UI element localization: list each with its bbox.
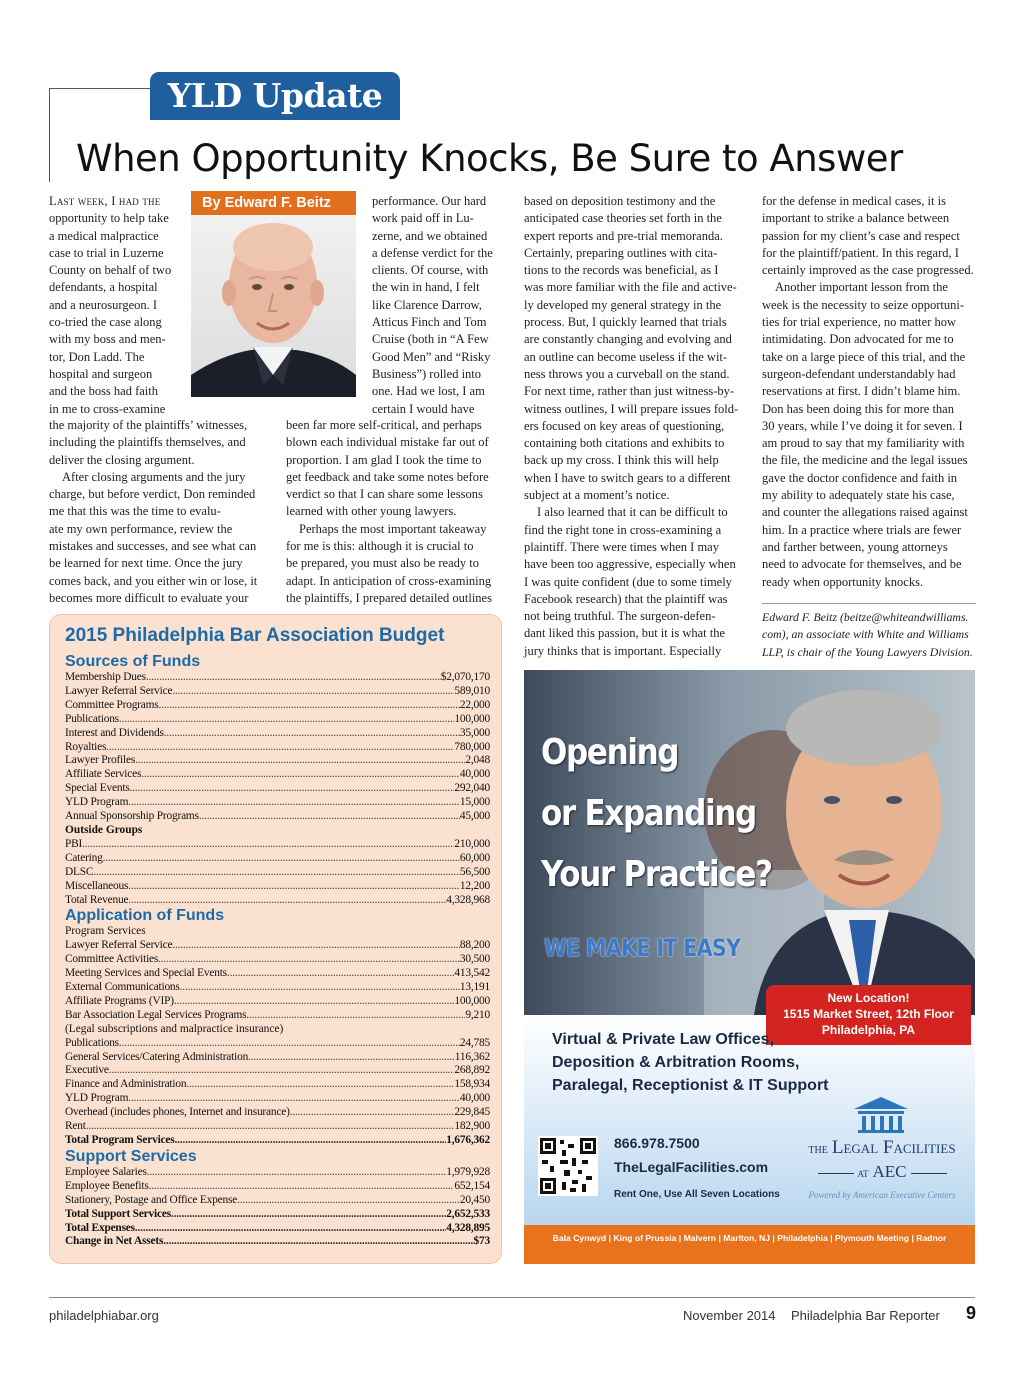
location-separator: | [770,1233,778,1243]
support-list [65,1166,490,1208]
article-line: After closing arguments and the jury [62,469,246,484]
header-rule-horizontal [49,88,152,89]
article-line: take on a large piece of this trial, and the [762,349,966,364]
budget-row-value: 30,500 [459,953,490,966]
budget-row-label: Bar Association Legal Services Programs [65,1008,247,1021]
budget-row-value: 9,210 [465,1008,490,1021]
article-line: back up my cross. I think this will help [524,453,719,468]
article-line: blown each individual mistake far out of [286,435,489,450]
article-line: in me to cross-examine [49,401,166,416]
ad-brand-aec [792,1162,972,1182]
ad-service-line: Paralegal, Receptionist & IT Support [552,1077,829,1094]
budget-row-label: Employee Benefits [65,1179,149,1192]
article-line: not being truthful. The surgeon-defen- [524,609,716,624]
budget-row-value: 2,652,533 [446,1207,490,1220]
budget-row-value: 56,500 [459,865,490,878]
footer-website[interactable]: philadelphiabar.org [49,1308,159,1323]
budget-row-label: Rent [65,1120,86,1133]
location-separator: | [909,1233,917,1243]
budget-row-value: 22,000 [459,698,490,711]
ad-locations-bar [524,1233,975,1243]
budget-row-label: Catering [65,851,103,864]
ad-location-line: New Location! [827,991,910,1005]
author-bio [762,609,976,661]
budget-row [65,1166,490,1180]
article-line: like Clarence Darrow, [372,297,482,312]
budget-row-value: 413,542 [454,967,490,980]
location-separator: | [606,1233,614,1243]
budget-row [65,768,490,782]
article-line: the majority of the plaintiffs’ witnesses, [49,418,248,432]
article-line: and farther between, young attorneys [762,539,948,554]
article-line: Atticus Finch and Tom [372,315,487,330]
article-line: and the boss had faith [49,384,159,399]
article-line: co-tried the case along [49,315,162,330]
application2-list [65,1037,490,1134]
budget-row [65,671,490,685]
article-line: zerne, and we obtained [372,228,488,243]
budget-row [65,995,490,1009]
budget-row [65,1051,490,1065]
footer-rule [49,1297,975,1298]
budget-row [65,685,490,699]
budget-row [65,880,490,894]
article-line: are constantly changing and evolving and [524,332,732,347]
budget-row [65,1078,490,1092]
article-line: certainly improved as the case progressed. [762,263,974,278]
budget-row-label: Employee Salaries [65,1165,147,1178]
budget-row [65,838,490,852]
article-line: subject at a moment’s notice. [524,488,670,503]
ad-powered: Powered by American Executive Centers [808,1190,956,1200]
outside-list [65,838,490,908]
ad-headline-line: Your Practice? [541,854,772,895]
article-headline: When Opportunity Knocks, Be Sure to Answer [76,137,903,180]
ad-brand-at: AT [857,1169,869,1179]
budget-row-value: 292,040 [454,782,490,795]
budget-row [65,796,490,810]
article-line: and a neurosurgeon. I [49,297,158,312]
budget-row [65,1106,490,1120]
budget-row-value: $73 [473,1235,490,1248]
section-banner: YLD Update [150,72,400,120]
budget-row-value: 24,785 [459,1036,490,1049]
budget-row [65,1208,490,1222]
author-byline: By Edward F. Beitz [191,191,356,215]
article-line: based on deposition testimony and the [524,194,716,208]
article-line: opportunity to help take [49,211,169,226]
lead-smallcaps: Last week, I had the [49,194,161,208]
article-line: ties for trial experience, no matter how [762,315,957,330]
ad-location-item: Malvern [683,1233,717,1243]
article-line: Good Men” and “Risky [372,349,491,364]
legal-facilities-ad[interactable] [524,670,975,1264]
budget-row-value: 35,000 [459,726,490,739]
ad-phone[interactable]: 866.978.7500 [614,1135,700,1151]
budget-row-value: 45,000 [459,810,490,823]
budget-row [65,866,490,880]
article-line: for me is this: although it is crucial to [286,539,474,554]
author-photo [191,215,356,397]
ad-tagline: WE MAKE IT EASY [544,934,741,962]
budget-row-label: Publications [65,712,119,725]
article-line: my ability to adequately state his case, [762,488,955,503]
article-line: ers focused on key areas of questioning, [524,418,725,433]
budget-row-value: 268,892 [454,1064,490,1077]
budget-row-label: Finance and Administration [65,1078,187,1091]
budget-row-label: Change in Net Assets [65,1235,164,1248]
article-line: work paid off in Lu- [372,211,474,226]
outside-groups-label: Outside Groups [65,823,143,836]
ad-brand-logo [792,1137,972,1159]
article-line: containing both citations and exhibits to [524,436,725,451]
article-lead [49,193,184,210]
article-line: dant liked this passion, but it is what the [524,626,726,641]
sources-heading: Sources of Funds [65,653,201,670]
article-line: mistakes and successes, and see what can [49,539,257,554]
article-line: him. In a practice where trials are fewer [762,522,962,537]
article-line: ness throws you a curveball on the stand. [524,366,730,381]
budget-row-value: 15,000 [459,796,490,809]
budget-row [65,810,490,824]
article-line: need to advocate for themselves, and be [762,557,962,572]
article-line: an outline can become useless if the wit- [524,349,728,364]
budget-row-label: Overhead (includes phones, Internet and insurance) [65,1106,290,1119]
article-line: ly developed my general strategy in the [524,297,722,312]
budget-row-label: Publications [65,1036,119,1049]
article-line: with my boss and men- [49,332,166,347]
article-line: find the right tone in cross-examining a [524,522,722,537]
budget-row [65,1222,490,1236]
article-line: the file, the medicine and the legal issues [762,453,968,468]
article-line: County on behalf of two [49,263,172,278]
article-line: the win in hand, I felt [372,280,480,295]
article-line: be prepared, you must also be ready to [286,556,479,571]
article-col1-body [49,417,264,607]
ad-headline-line: or Expanding [541,793,757,834]
article-line: process. But, I quickly learned that trials [524,315,727,330]
ad-location-item: King of Prussia [613,1233,677,1243]
budget-row-label: Affiliate Programs (VIP) [65,994,174,1007]
budget-row-label: Membership Dues [65,671,146,683]
budget-row-label: Miscellaneous [65,879,129,892]
budget-row-value: 20,450 [459,1193,490,1206]
article-line: when I have to switch gears to a different [524,470,731,485]
article-line: I was quite confident (due to some timely [524,574,732,589]
budget-row-value: $2,070,170 [440,671,490,683]
budget-row-label: Interest and Dividends [65,726,164,739]
budget-row-value: 100,000 [454,994,490,1007]
qr-code-icon[interactable] [538,1136,598,1196]
budget-row [65,699,490,713]
budget-row [65,1120,490,1134]
ad-location-item: Marlton, NJ [723,1233,771,1243]
budget-row-label: General Services/Catering Administration [65,1050,249,1063]
budget-row [65,1194,490,1208]
budget-row-value: 116,362 [454,1050,490,1063]
legal-note: (Legal subscriptions and malpractice insurance) [65,1022,284,1035]
article-line: clients. Of course, with [372,263,489,278]
article-line: a medical malpractice [49,228,159,243]
building-icon [850,1095,912,1133]
article-line: Business”) rolled into [372,366,482,381]
article-line: Perhaps the most important takeaway [299,521,487,536]
budget-row [65,1235,490,1249]
ad-location-item: Bala Cynwyd [552,1233,607,1243]
location-separator: | [676,1233,684,1243]
article-line: and counter the allegations raised against [762,505,968,520]
article-line: Cruise (both in “A Few [372,332,489,347]
page-number: 9 [966,1303,977,1323]
bio-line: Edward F. Beitz (beitze@whiteandwilliams. [762,610,969,624]
article-line: a defense verdict for the [372,245,493,260]
article-line: Certainly, preparing outlines with cita- [524,245,718,260]
application-list [65,939,490,1022]
article-line: gave the doctor confidence and faith in [762,470,958,485]
ad-brand-main: Legal Facilities [831,1137,956,1158]
budget-row-value: 210,000 [454,837,490,850]
budget-row [65,754,490,768]
bio-line: com), an associate with White and Williams [762,627,969,642]
article-line: performance. Our hard [372,194,487,208]
ad-location-item: Philadelphia [777,1233,828,1243]
article-line: learned with other young lawyers. [286,504,457,519]
budget-row-label: External Communications [65,981,180,994]
budget-row-label: Special Events [65,782,130,795]
bio-line: LLP, is chair of the Young Lawyers Division. [762,644,973,659]
ad-headline-line: Opening [541,732,679,773]
budget-row-label: Lawyer Referral Service [65,684,173,697]
support-heading: Support Services [65,1147,197,1165]
article-line: 30 years, while I’ve doing it for seven. I [762,418,963,433]
budget-row-value: 780,000 [454,740,490,753]
budget-row-label: YLD Program [65,1092,129,1105]
budget-row-value: 88,200 [459,939,490,952]
budget-row-label: DLSC [65,865,94,878]
application-heading: Application of Funds [65,907,225,925]
article-line: for the plaintiff/patient. In this regard, I [762,245,959,260]
article-line: passion for my client’s case and respect [762,228,960,243]
article-line: defendants, a hospital [49,280,158,295]
program-services-label: Program Services [65,925,146,938]
article-line: expert reports and pre-trial memoranda. [524,228,723,243]
article-line: tions to the records was beneficial, as I [524,263,719,278]
article-line: comes back, and you either win or lose, it [49,573,258,588]
article-line: verdict so that I can share some lessons [286,487,483,502]
budget-row-value: 12,200 [459,879,490,892]
article-line: was more familiar with the file and active- [524,280,737,295]
article-line: Don has been doing this for more than [762,401,954,416]
budget-row-label: YLD Program [65,796,129,809]
article-line: one. Had we lost, I am [372,384,485,399]
article-line: for the defense in medical cases, it is [762,194,946,208]
article-line: adapt. In anticipation of cross-examining [286,573,492,588]
article-line: Facebook research) that the plaintiff was [524,591,728,606]
budget-row-label: Stationery, Postage and Office Expense [65,1193,238,1206]
budget-row-label: Affiliate Services [65,768,142,781]
article-line: including the plaintiffs themselves, and [49,435,246,450]
budget-row-value: 1,979,928 [446,1165,490,1178]
budget-row [65,782,490,796]
article-line: anticipated case theories set forth in the [524,211,722,226]
article-line: reservations at first. I didn’t blame him. [762,384,961,399]
article-col2-body [286,417,501,607]
location-separator: | [716,1233,724,1243]
article-line: have been too aggressive, especially when [524,557,736,572]
ad-website[interactable]: TheLegalFacilities.com [614,1159,769,1175]
budget-row [65,981,490,995]
budget-row [65,1064,490,1078]
budget-row-value: 1,676,362 [446,1134,490,1146]
ad-rent-tagline: Rent One, Use All Seven Locations [614,1189,780,1200]
article-line: plaintiff. There were times when I may [524,539,719,554]
sources-list [65,671,490,824]
budget-row-label: Annual Sponsorship Programs [65,810,199,823]
ad-location-item: Plymouth Meeting [835,1233,910,1243]
article-line: deliver the closing argument. [49,452,195,467]
budget-row-value: 2,048 [465,754,490,767]
budget-row-value: 100,000 [454,712,490,725]
budget-row-value: 182,900 [454,1120,490,1133]
budget-row [65,727,490,741]
budget-row-value: 229,845 [454,1106,490,1119]
budget-row-label: Royalties [65,740,107,753]
article-line: proportion. I am glad I took the time to [286,452,482,467]
budget-row-value: 158,934 [454,1078,490,1091]
article-line: certain I would have [372,401,475,416]
budget-row-value: 13,191 [459,981,490,994]
budget-row-label: Committee Programs [65,698,159,711]
budget-row-value: 4,328,895 [446,1221,490,1234]
article-line: me that this was the time to evalu- [49,504,221,519]
budget-row [65,1134,490,1148]
budget-row-label: Total Program Services [65,1134,175,1146]
budget-row [65,1180,490,1194]
article-line: Another important lesson from the [775,280,948,295]
budget-row-value: 60,000 [459,851,490,864]
article-col2-wrap [372,193,500,418]
budget-row-label: Lawyer Profiles [65,754,136,767]
budget-title: 2015 Philadelphia Bar Association Budget [65,625,445,646]
budget-row-label: PBI [65,837,83,850]
budget-row [65,1009,490,1023]
budget-row [65,852,490,866]
article-col1-wrap [49,193,184,418]
article-line: tor, Don Ladd. The [49,349,145,364]
budget-box [49,614,502,1264]
article-line: get feedback and take some notes before [286,469,489,484]
ad-service-line: Deposition & Arbitration Rooms, [552,1054,800,1071]
article-line: I also learned that it can be difficult to [537,505,728,520]
article-line: ready when opportunity knocks. [762,574,924,589]
budget-row [65,939,490,953]
article-col4 [762,193,976,591]
header-rule-vertical [49,88,50,182]
article-line: week is the necessity to seize opportuni- [762,297,965,312]
article-line: important to strike a balance between [762,211,950,226]
article-line: intimidating. Don advocated for me to [762,332,954,347]
ad-location-line: Philadelphia, PA [821,1023,916,1037]
article-line: been far more self-critical, and perhaps [286,418,482,432]
ad-location-item: Radnor [916,1233,947,1243]
ad-location-line: 1515 Market Street, 12th Floor [783,1007,954,1021]
article-col3 [524,193,744,660]
footer-publication: Philadelphia Bar Reporter [791,1308,940,1323]
budget-row [65,894,490,908]
article-line: hospital and surgeon [49,366,153,381]
article-line: be learned for next time. Once the jury [49,556,243,571]
budget-row-value: 4,328,968 [446,893,490,906]
budget-row [65,1092,490,1106]
budget-row-label: Executive [65,1064,109,1077]
article-line: jury thinks that is important. Especially [524,643,722,658]
budget-row-value: 589,010 [454,684,490,697]
totals-list [65,1208,490,1250]
ad-brand-aec-text: AEC [872,1162,907,1181]
location-separator: | [827,1233,836,1243]
budget-row [65,741,490,755]
ad-brand-the: THE [808,1145,828,1156]
budget-row-value: 652,154 [454,1179,490,1192]
article-line: charge, but before verdict, Don reminded [49,487,256,502]
budget-row-label: Committee Activities [65,953,159,966]
budget-row [65,713,490,727]
budget-row-label: Meeting Services and Special Events [65,967,227,980]
ad-service-line: Virtual & Private Law Offices, [552,1031,775,1048]
budget-row-label: Lawyer Referral Service [65,939,173,952]
budget-row-label: Total Support Services [65,1207,171,1220]
bio-divider [762,603,976,604]
article-line: surgeon-defendant understandably had [762,366,956,381]
budget-row [65,967,490,981]
article-line: ate my own performance, review the [49,521,233,536]
article-line: the plaintiffs, I prepared detailed outlines [286,590,492,605]
budget-row-label: Total Revenue [65,893,129,906]
article-line: am proud to say that my familiarity with [762,436,965,451]
budget-row-value: 40,000 [459,1092,490,1105]
budget-row [65,953,490,967]
budget-row-label: Total Expenses [65,1221,135,1234]
footer-issue: November 2014 [683,1308,776,1323]
article-line: For next time, rather than just witness-by- [524,384,735,399]
article-line: becomes more difficult to evaluate your [49,590,249,605]
budget-row-value: 40,000 [459,768,490,781]
budget-row [65,1037,490,1051]
article-line: witness outlines, I will prepare issues fold- [524,401,739,416]
article-line: case to trial in Luzerne [49,245,164,260]
